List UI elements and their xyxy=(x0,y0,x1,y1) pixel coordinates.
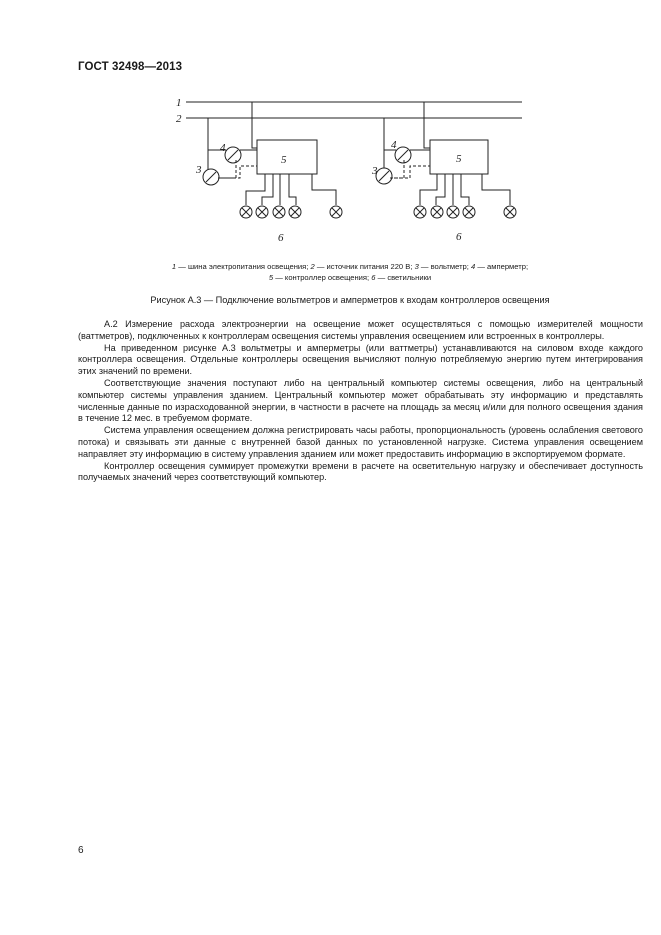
luminaires-label-left: 6 xyxy=(278,232,284,244)
body-text xyxy=(78,319,643,484)
bus-label-1: 1 xyxy=(176,97,182,109)
figure-legend-line-1: 1 — шина электропитания освещения; 2 — источник питания 220 В; 3 — вольтметр; 4 — амперметр; xyxy=(171,262,529,271)
controller-label-right: 5 xyxy=(456,153,462,165)
controller-box-left xyxy=(257,140,317,174)
figure-caption: Рисунок А.3 — Подключение вольтметров и амперметров к входам контроллеров освещения xyxy=(150,295,550,305)
paragraph: Контроллер освещения суммирует промежутки времени в расчете на осветительную нагрузку и обеспечивает доступность получаемых значений через соответствующий компьютер. xyxy=(78,460,643,483)
ammeter-label-right: 3 xyxy=(372,165,378,177)
figure-legend-line-2: 5 — контроллер освещения; 6 — светильники xyxy=(268,273,432,282)
page-number: 6 xyxy=(78,845,84,856)
paragraph: А.2 Измерение расхода электроэнергии на освещение может осуществляться с помощью измерителей мощности (ваттметров), подключенных к контроллерам освещения системы управления освещением или встроенных в контроллеры. xyxy=(78,319,643,341)
wiring-diagram xyxy=(0,0,661,290)
luminaire-group-left xyxy=(240,206,342,218)
paragraph: Система управления освещением должна регистрировать часы работы, пропорциональность (уровень ослабления светового потока) и связывать эти данные с внутренней базой данных по установленной нагрузке. Система управления освещением направляет эту информацию в систему управления зданием или может предоставить информацию в экспортируемом формате. xyxy=(78,425,643,459)
paragraph: На приведенном рисунке А.3 вольтметры и амперметры (или ваттметры) устанавливаются на силовом входе каждого контроллера освещения. Отдельные контроллеры освещения вычисляют полную потребляемую энергию путем интегрирования этих значений по времени. xyxy=(78,342,643,377)
luminaires-label-right: 6 xyxy=(456,231,462,243)
voltmeter-label-right: 4 xyxy=(391,139,397,151)
controller-label-left: 5 xyxy=(281,154,287,166)
paragraph: Соответствующие значения поступают либо на центральный компьютер системы освещения, либо на центральный компьютер системы управления зданием. Центральный компьютер может обрабатывать эту информацию и представлять численные данные по израсходованной энергии, в частности в расчете на площадь за месяц и/или для полного освещения здания в течение 12 мес. в требуемом формате. xyxy=(78,377,643,424)
ammeter-label-left: 3 xyxy=(196,164,202,176)
bus-label-2: 2 xyxy=(176,113,182,125)
voltmeter-label-left: 4 xyxy=(220,142,226,154)
document-code-header: ГОСТ 32498—2013 xyxy=(78,61,183,73)
luminaire-group-right xyxy=(414,206,516,218)
